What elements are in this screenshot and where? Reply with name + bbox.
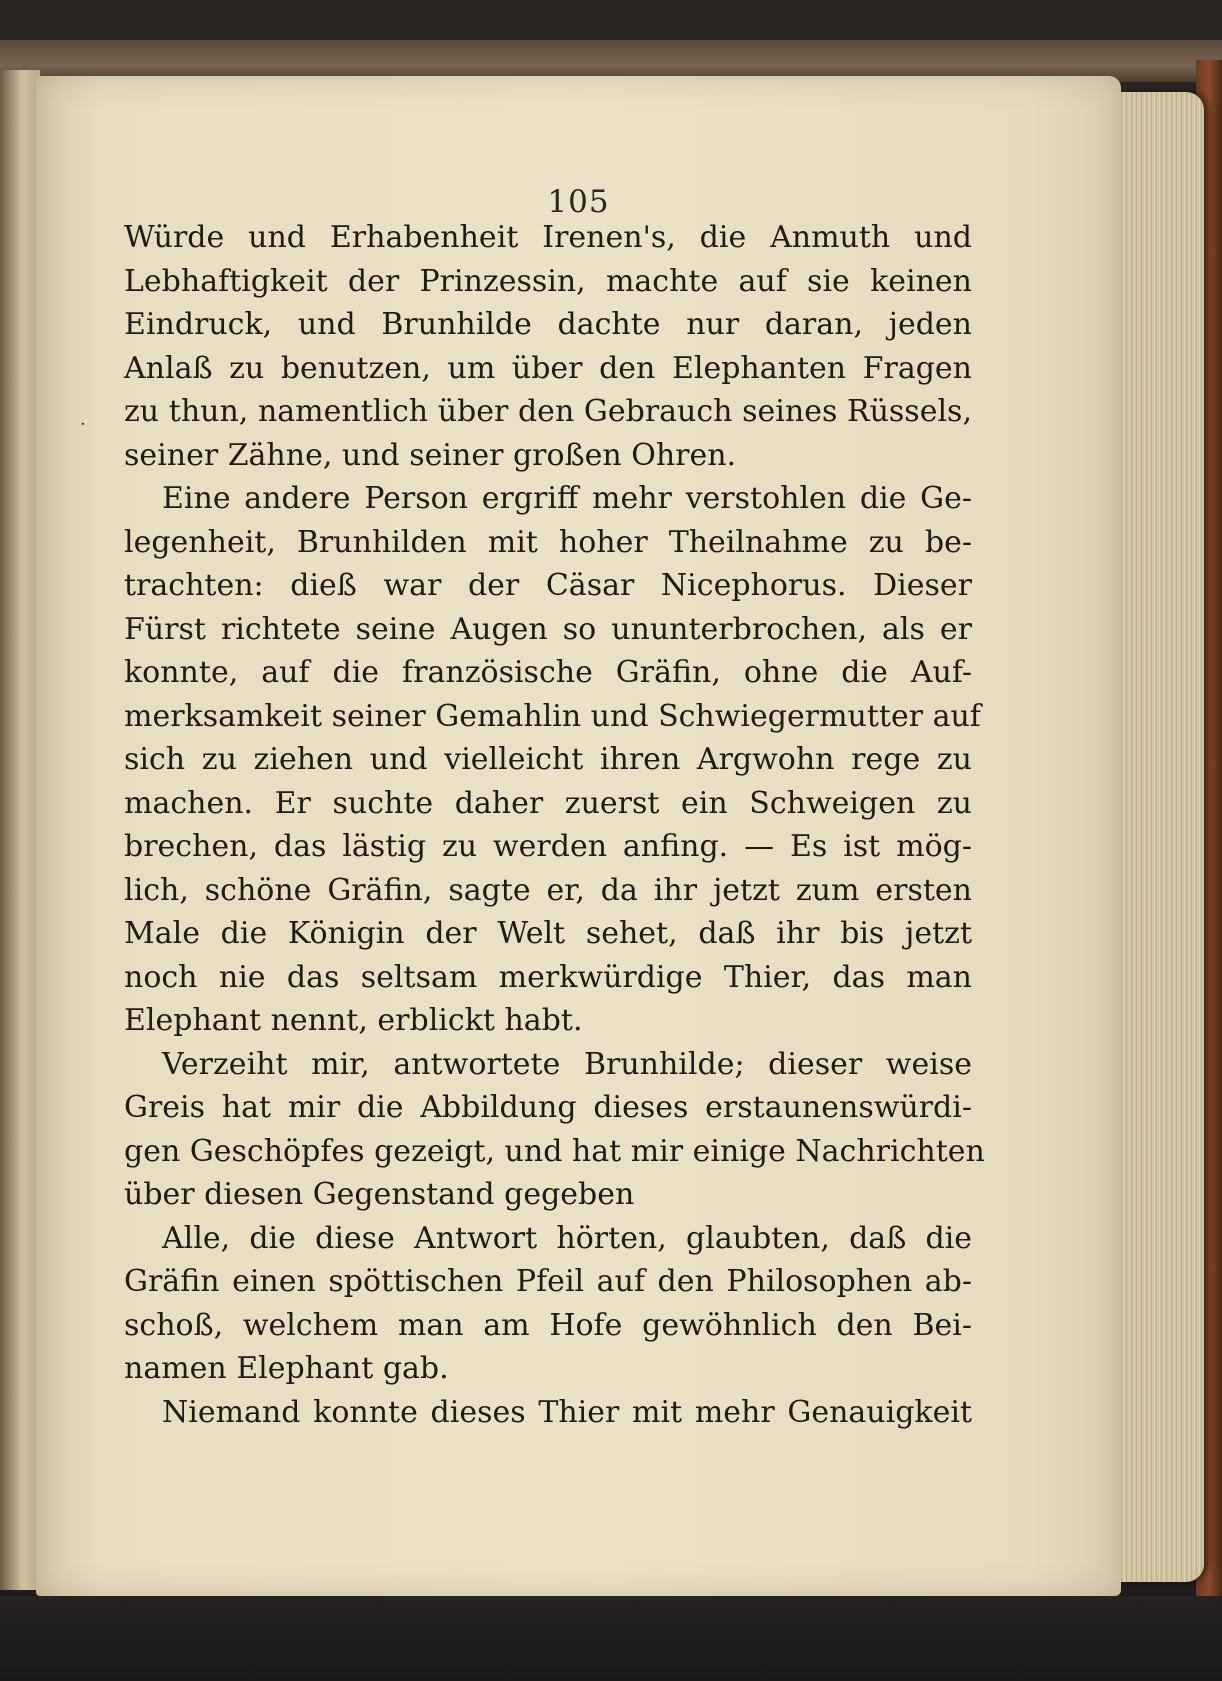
text-line: Gräfin einen spöttischen Pfeil auf den Philosophen ab- [124,1264,972,1299]
book-cover-bottom [0,1596,1222,1681]
text-line: noch nie das seltsam merkwürdige Thier, das man [124,959,972,995]
text-line: Alle, die diese Antwort hörten, glaubten, daß die [162,1220,972,1256]
text-line: Eindruck, und Brunhilde dachte nur daran, jeden [124,307,972,342]
text-line: über diesen Gegenstand gegeben [124,1177,635,1212]
margin-mark: · [80,414,86,435]
text-line: schoß, welchem man am Hofe gewöhnlich den Bei- [124,1307,972,1343]
text-line: Elephant nennt, erblickt habt. [124,1003,583,1038]
page-number: 105 [547,184,610,220]
text-line: merksamkeit seiner Gemahlin und Schwiegermutter auf [124,698,981,734]
text-line: Anlaß zu benutzen, um über den Elephanten Fragen [124,350,972,386]
text-line: trachten: dieß war der Cäsar Nicephorus. Dieser [124,568,972,603]
previous-page-edge [0,70,40,1590]
text-line: machen. Er suchte daher zuerst ein Schweigen zu [124,785,972,821]
text-line: Fürst richtete seine Augen so ununterbrochen, als er [124,611,972,647]
book-page [36,76,1121,1596]
text-line: legenheit, Brunhilden mit hoher Theilnahme zu be- [124,524,972,560]
text-line: Lebhaftigkeit der Prinzessin, machte auf sie keinen [124,263,972,299]
text-line: Greis hat mir die Abbildung dieses erstaunenswürdi- [124,1090,972,1125]
page-text [124,216,985,1434]
text-line: gen Geschöpfes gezeigt, und hat mir einige Nachrichten [124,1133,985,1169]
text-line: Niemand konnte dieses Thier mit mehr Genauigkeit [162,1394,972,1430]
text-line: namen Elephant gab. [124,1351,449,1386]
text-line: lich, schöne Gräfin, sagte er, da ihr jetzt zum ersten [124,872,972,908]
text-line: konnte, auf die französische Gräfin, ohne die Auf- [124,655,972,690]
text-line: Male die Königin der Welt sehet, daß ihr bis jetzt [124,916,972,951]
page-stack-edges [1118,92,1204,1582]
text-line: Eine andere Person ergriff mehr verstohlen die Ge- [162,481,972,516]
text-line: Verzeiht mir, antwortete Brunhilde; dieser weise [162,1046,972,1082]
text-line: zu thun, namentlich über den Gebrauch seines Rüssels, [124,394,972,429]
text-line: brechen, das lästig zu werden anfing. — Es ist mög- [124,829,972,864]
text-line: sich zu ziehen und vielleicht ihren Argwohn rege zu [124,742,972,777]
text-line: seiner Zähne, und seiner großen Ohren. [124,437,737,473]
text-line: Würde und Erhabenheit Irenen's, die Anmuth und [124,220,972,255]
